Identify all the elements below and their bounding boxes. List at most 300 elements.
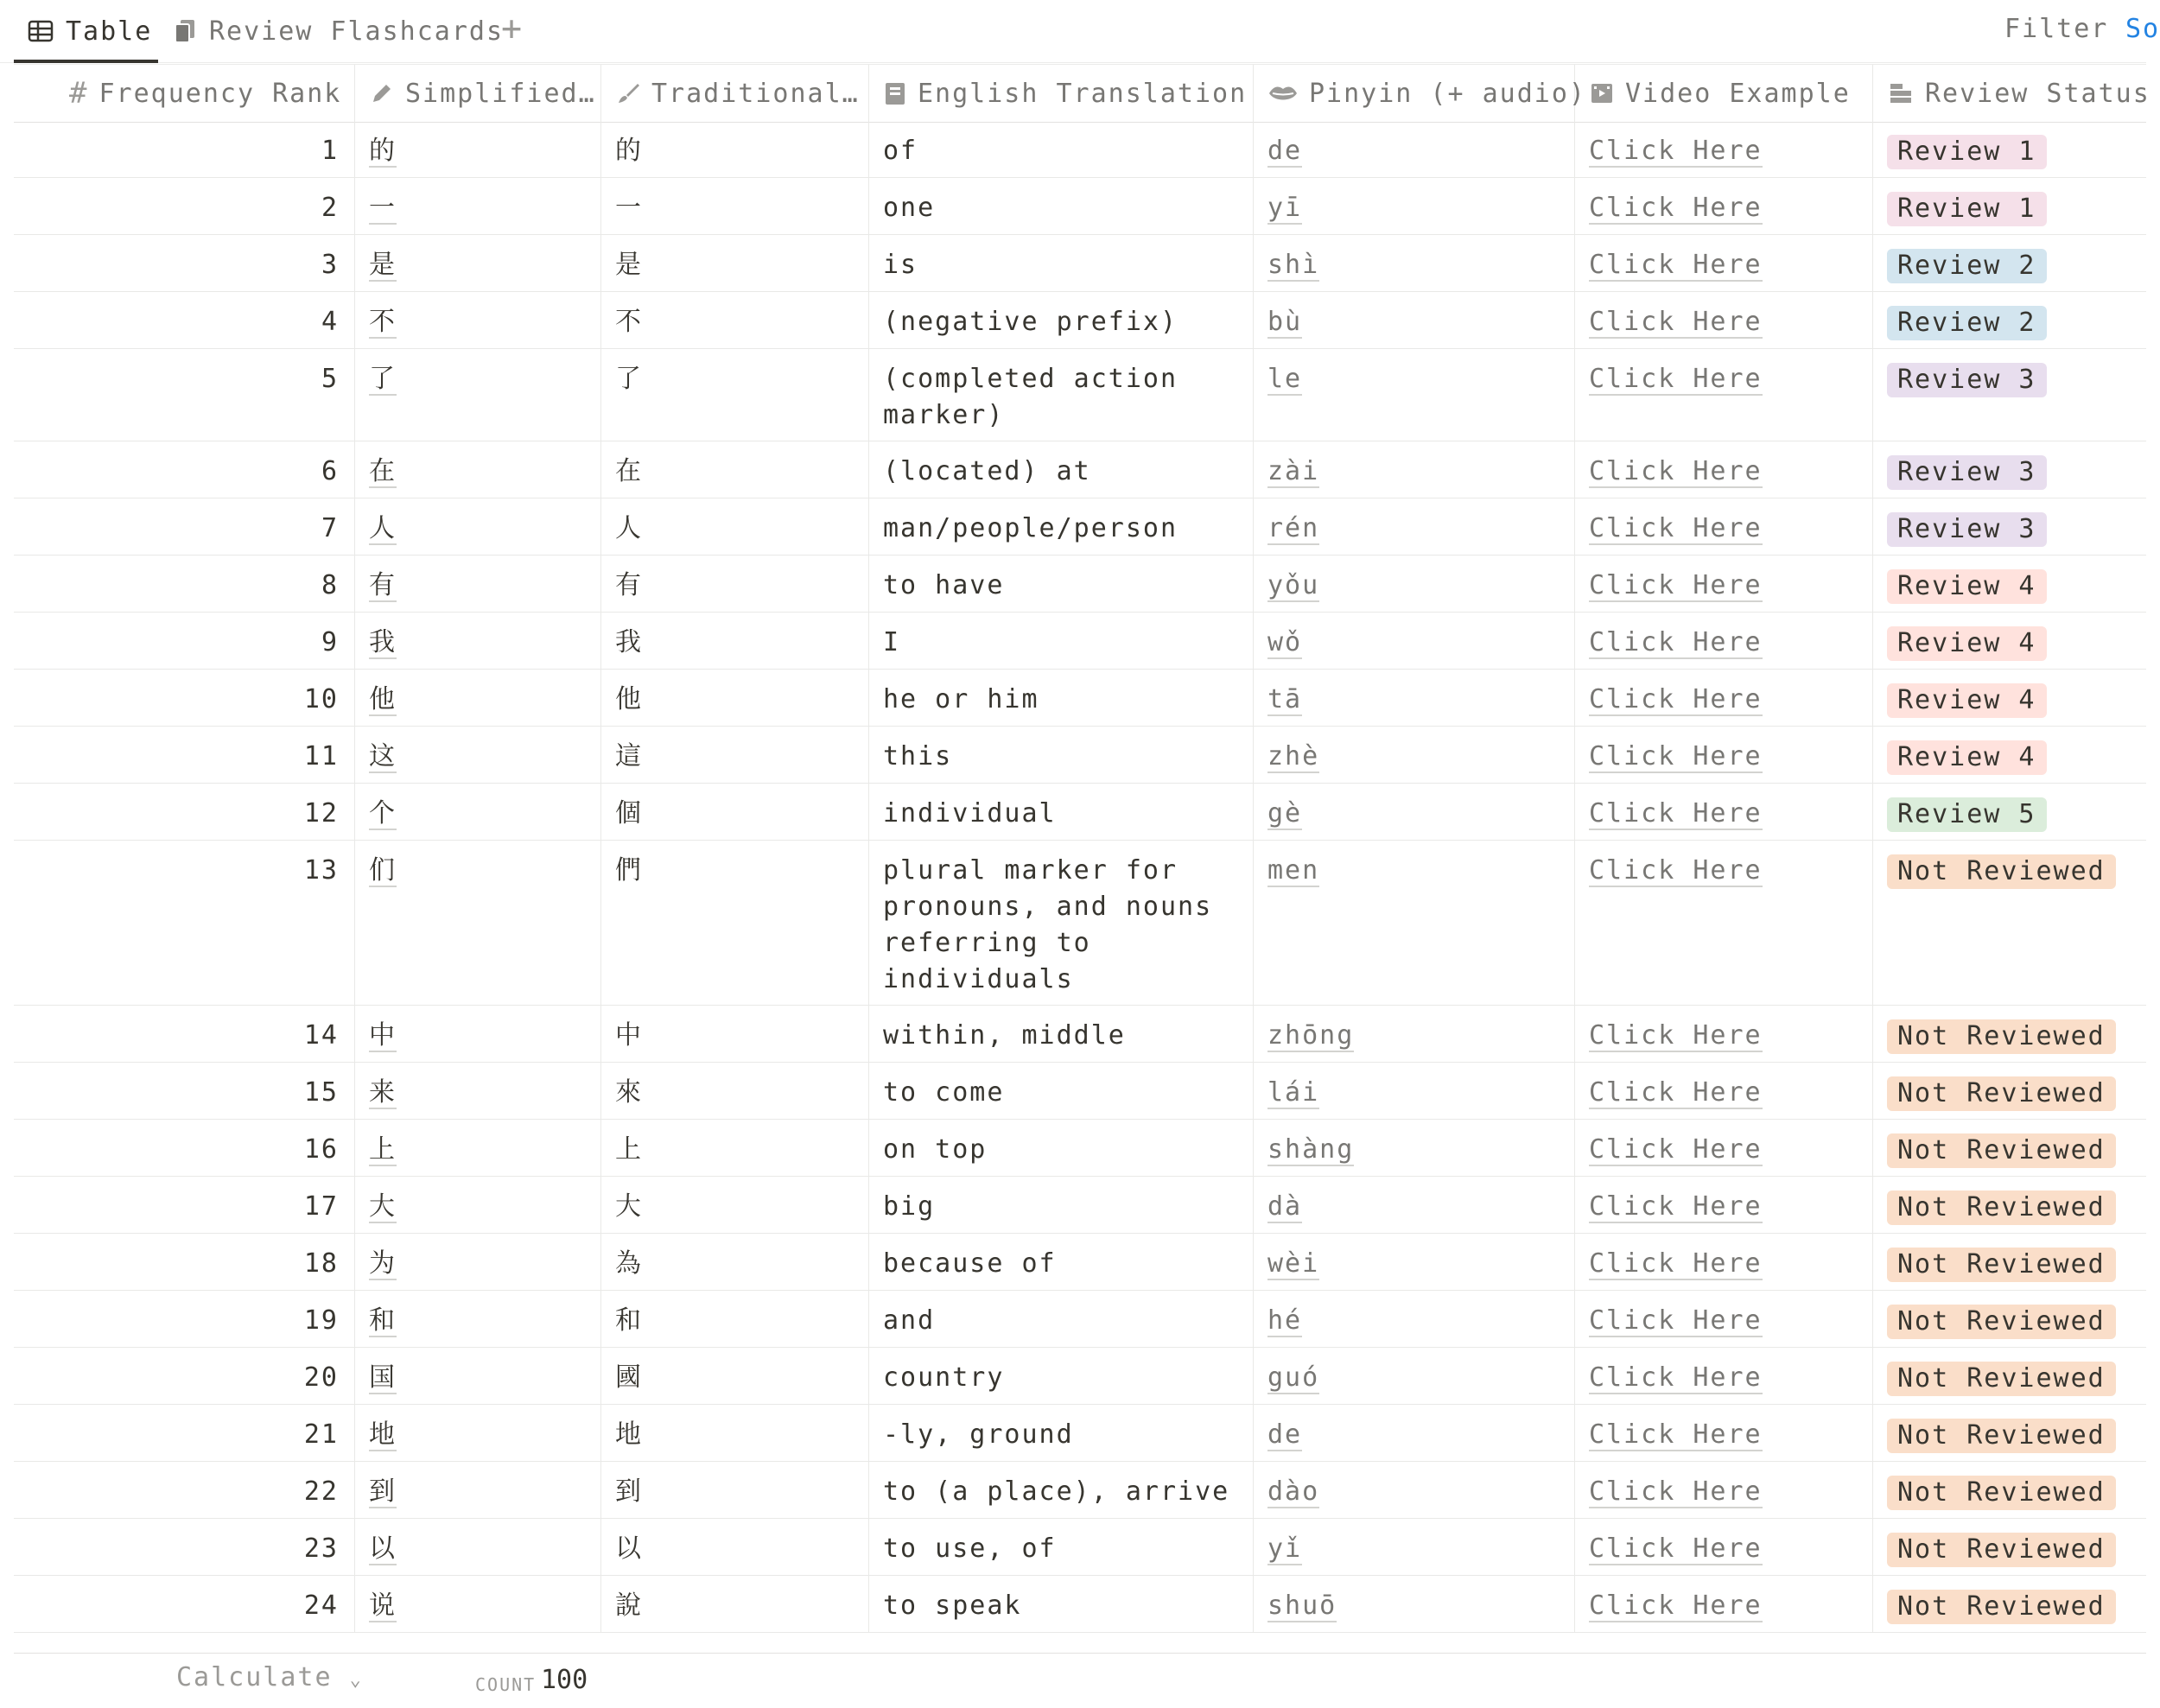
- status-badge: Not Reviewed: [1887, 1133, 2116, 1168]
- english-cell[interactable]: [869, 178, 1254, 234]
- english-cell[interactable]: [869, 670, 1254, 726]
- pinyin-cell[interactable]: [1254, 1405, 1575, 1461]
- english-cell[interactable]: [869, 1120, 1254, 1176]
- english-cell[interactable]: [869, 727, 1254, 783]
- column-header-pinyin[interactable]: [1254, 65, 1586, 122]
- pinyin-cell[interactable]: [1254, 178, 1575, 234]
- traditional-text: 一: [615, 193, 643, 223]
- pinyin-audio-link[interactable]: wǒ: [1267, 627, 1303, 657]
- table-row[interactable]: [14, 841, 2146, 1006]
- frequency-rank-text: 16: [303, 1134, 339, 1165]
- simplified-cell[interactable]: [355, 349, 601, 441]
- simplified-text: 上: [369, 1134, 397, 1165]
- review-status-cell[interactable]: [1873, 1405, 2146, 1461]
- english-text: and: [883, 1305, 936, 1336]
- traditional-cell[interactable]: [601, 841, 869, 1005]
- video-cell[interactable]: [1575, 1177, 1873, 1233]
- count-label: COUNT: [475, 1674, 537, 1695]
- english-cell[interactable]: [869, 1063, 1254, 1119]
- video-cell[interactable]: [1575, 1063, 1873, 1119]
- review-status-cell[interactable]: [1873, 1063, 2146, 1119]
- traditional-cell[interactable]: [601, 613, 869, 669]
- frequency-rank-cell[interactable]: [14, 1006, 355, 1062]
- video-cell[interactable]: [1575, 1462, 1873, 1518]
- pinyin-audio-link[interactable]: men: [1267, 855, 1320, 886]
- pinyin-cell[interactable]: [1254, 349, 1575, 441]
- video-link[interactable]: Click Here: [1589, 1591, 1763, 1621]
- pinyin-audio-link[interactable]: guó: [1267, 1362, 1320, 1393]
- status-badge: Not Reviewed: [1887, 1191, 2116, 1225]
- calculate-button[interactable]: [176, 1662, 363, 1692]
- pinyin-audio-link[interactable]: zài: [1267, 456, 1320, 486]
- frequency-rank-cell[interactable]: [14, 1063, 355, 1119]
- video-cell[interactable]: [1575, 1519, 1873, 1575]
- pinyin-audio-link[interactable]: rén: [1267, 513, 1320, 543]
- video-cell[interactable]: [1575, 1234, 1873, 1290]
- video-link[interactable]: Click Here: [1589, 364, 1763, 394]
- pinyin-cell[interactable]: [1254, 1462, 1575, 1518]
- video-cell[interactable]: [1575, 670, 1873, 726]
- simplified-cell[interactable]: [355, 1576, 601, 1632]
- traditional-cell[interactable]: [601, 121, 869, 177]
- traditional-text: 地: [615, 1419, 643, 1450]
- review-status-cell[interactable]: [1873, 121, 2146, 177]
- english-cell[interactable]: [869, 121, 1254, 177]
- simplified-cell[interactable]: [355, 1063, 601, 1119]
- traditional-text: 人: [615, 513, 643, 543]
- traditional-cell[interactable]: [601, 1006, 869, 1062]
- video-link[interactable]: Click Here: [1589, 1191, 1763, 1222]
- frequency-rank-cell[interactable]: [14, 556, 355, 612]
- frequency-rank-cell[interactable]: [14, 235, 355, 291]
- traditional-cell[interactable]: [601, 1348, 869, 1404]
- review-status-cell[interactable]: [1873, 1519, 2146, 1575]
- video-cell[interactable]: [1575, 292, 1873, 348]
- traditional-text: 和: [615, 1305, 643, 1336]
- table-row[interactable]: [14, 1177, 2146, 1234]
- video-link[interactable]: Click Here: [1589, 798, 1763, 829]
- video-link[interactable]: Click Here: [1589, 684, 1763, 714]
- video-cell[interactable]: [1575, 235, 1873, 291]
- traditional-cell[interactable]: [601, 349, 869, 441]
- frequency-rank-cell[interactable]: [14, 1177, 355, 1233]
- pinyin-cell[interactable]: [1254, 613, 1575, 669]
- simplified-text: 是: [369, 250, 397, 280]
- traditional-cell[interactable]: [601, 1462, 869, 1518]
- pinyin-audio-link[interactable]: shàng: [1267, 1134, 1355, 1165]
- simplified-cell[interactable]: [355, 1291, 601, 1347]
- frequency-rank-cell[interactable]: [14, 1120, 355, 1176]
- pinyin-cell[interactable]: [1254, 292, 1575, 348]
- traditional-text: 在: [615, 456, 643, 486]
- traditional-text: 中: [615, 1020, 643, 1051]
- table-row[interactable]: [14, 784, 2146, 841]
- pinyin-cell[interactable]: [1254, 727, 1575, 783]
- pinyin-cell[interactable]: [1254, 121, 1575, 177]
- pinyin-cell[interactable]: [1254, 556, 1575, 612]
- simplified-cell[interactable]: [355, 235, 601, 291]
- frequency-rank-cell[interactable]: [14, 1405, 355, 1461]
- english-cell[interactable]: [869, 1006, 1254, 1062]
- review-status-cell[interactable]: [1873, 441, 2146, 498]
- video-cell[interactable]: [1575, 121, 1873, 177]
- pinyin-audio-link[interactable]: tā: [1267, 684, 1303, 714]
- pinyin-audio-link[interactable]: dà: [1267, 1191, 1303, 1222]
- english-cell[interactable]: [869, 498, 1254, 555]
- count-value: 100: [541, 1665, 588, 1695]
- table-row[interactable]: [14, 556, 2146, 613]
- simplified-cell[interactable]: [355, 1462, 601, 1518]
- pinyin-cell[interactable]: [1254, 1519, 1575, 1575]
- english-cell[interactable]: [869, 1519, 1254, 1575]
- video-link[interactable]: Click Here: [1589, 307, 1763, 337]
- video-link[interactable]: Click Here: [1589, 1419, 1763, 1450]
- pinyin-audio-link[interactable]: zhōng: [1267, 1020, 1355, 1051]
- pinyin-audio-link[interactable]: le: [1267, 364, 1303, 394]
- frequency-rank-text: 5: [321, 364, 339, 394]
- traditional-cell[interactable]: [601, 556, 869, 612]
- frequency-rank-cell[interactable]: [14, 1348, 355, 1404]
- review-status-cell[interactable]: [1873, 349, 2146, 441]
- video-cell[interactable]: [1575, 1006, 1873, 1062]
- pinyin-cell[interactable]: [1254, 498, 1575, 555]
- frequency-rank-cell[interactable]: [14, 841, 355, 1005]
- english-cell[interactable]: [869, 1462, 1254, 1518]
- video-link[interactable]: Click Here: [1589, 570, 1763, 600]
- simplified-cell[interactable]: [355, 841, 601, 1005]
- frequency-rank-cell[interactable]: [14, 1462, 355, 1518]
- simplified-cell[interactable]: [355, 1348, 601, 1404]
- table-row[interactable]: [14, 292, 2146, 349]
- sort-button[interactable]: So: [2125, 14, 2160, 44]
- traditional-cell[interactable]: [601, 670, 869, 726]
- column-header-frequency-rank[interactable]: [14, 65, 355, 122]
- english-cell[interactable]: [869, 784, 1254, 840]
- video-cell[interactable]: [1575, 1405, 1873, 1461]
- table-body: [14, 121, 2146, 1653]
- table-row[interactable]: [14, 1063, 2146, 1120]
- review-status-cell[interactable]: [1873, 1120, 2146, 1176]
- video-link[interactable]: Click Here: [1589, 627, 1763, 657]
- table-row[interactable]: [14, 670, 2146, 727]
- pinyin-audio-link[interactable]: de: [1267, 1419, 1303, 1450]
- traditional-cell[interactable]: [601, 727, 869, 783]
- video-link[interactable]: Click Here: [1589, 855, 1763, 886]
- simplified-cell[interactable]: [355, 1405, 601, 1461]
- video-link[interactable]: Click Here: [1589, 136, 1763, 166]
- pinyin-cell[interactable]: [1254, 235, 1575, 291]
- review-status-cell[interactable]: [1873, 556, 2146, 612]
- pinyin-cell[interactable]: [1254, 670, 1575, 726]
- simplified-cell[interactable]: [355, 1234, 601, 1290]
- english-text: country: [883, 1362, 1005, 1393]
- traditional-cell[interactable]: [601, 784, 869, 840]
- column-header-video-example[interactable]: [1575, 65, 1873, 122]
- traditional-cell[interactable]: [601, 1519, 869, 1575]
- add-view-button[interactable]: [501, 9, 522, 48]
- video-cell[interactable]: [1575, 1291, 1873, 1347]
- traditional-cell[interactable]: [601, 235, 869, 291]
- frequency-rank-cell[interactable]: [14, 670, 355, 726]
- traditional-cell[interactable]: [601, 178, 869, 234]
- english-cell[interactable]: [869, 349, 1254, 441]
- video-cell[interactable]: [1575, 349, 1873, 441]
- english-cell[interactable]: [869, 441, 1254, 498]
- video-cell[interactable]: [1575, 498, 1873, 555]
- review-status-cell[interactable]: [1873, 670, 2146, 726]
- review-status-cell[interactable]: [1873, 498, 2146, 555]
- pinyin-audio-link[interactable]: lái: [1267, 1077, 1320, 1108]
- status-badge: Review 4: [1887, 683, 2047, 718]
- video-link[interactable]: Click Here: [1589, 1077, 1763, 1108]
- english-cell[interactable]: [869, 1177, 1254, 1233]
- video-cell[interactable]: [1575, 1576, 1873, 1632]
- pinyin-audio-link[interactable]: hé: [1267, 1305, 1303, 1336]
- traditional-cell[interactable]: [601, 441, 869, 498]
- frequency-rank-text: 1: [321, 136, 339, 166]
- review-status-cell[interactable]: [1873, 1348, 2146, 1404]
- frequency-rank-cell[interactable]: [14, 784, 355, 840]
- pinyin-cell[interactable]: [1254, 1576, 1575, 1632]
- video-link[interactable]: Click Here: [1589, 1248, 1763, 1279]
- simplified-cell[interactable]: [355, 121, 601, 177]
- pinyin-cell[interactable]: [1254, 841, 1575, 1005]
- video-cell[interactable]: [1575, 556, 1873, 612]
- table-row[interactable]: [14, 1462, 2146, 1519]
- status-badge: Not Reviewed: [1887, 1476, 2116, 1510]
- column-header-label: Traditional…: [651, 78, 860, 109]
- english-cell[interactable]: [869, 1291, 1254, 1347]
- english-text: within, middle: [883, 1020, 1126, 1051]
- english-text: (negative prefix): [883, 307, 1178, 337]
- review-status-cell[interactable]: [1873, 1576, 2146, 1632]
- simplified-cell[interactable]: [355, 1120, 601, 1176]
- table-row[interactable]: [14, 1405, 2146, 1462]
- english-cell[interactable]: [869, 613, 1254, 669]
- simplified-cell[interactable]: [355, 727, 601, 783]
- english-text: is: [883, 250, 918, 280]
- english-text: to (a place), arrive: [883, 1476, 1230, 1507]
- table-row[interactable]: [14, 121, 2146, 178]
- english-cell[interactable]: [869, 1348, 1254, 1404]
- english-cell[interactable]: [869, 235, 1254, 291]
- traditional-cell[interactable]: [601, 1576, 869, 1632]
- table-row[interactable]: [14, 349, 2146, 441]
- tab-review-flashcards[interactable]: [173, 0, 504, 62]
- video-link[interactable]: Click Here: [1589, 456, 1763, 486]
- video-cell[interactable]: [1575, 1348, 1873, 1404]
- pinyin-cell[interactable]: [1254, 1006, 1575, 1062]
- simplified-cell[interactable]: [355, 1519, 601, 1575]
- column-header-label: English Translation: [918, 78, 1248, 109]
- traditional-text: 這: [615, 741, 643, 771]
- review-status-cell[interactable]: [1873, 727, 2146, 783]
- column-header-label: Frequency Rank: [98, 78, 342, 109]
- tab-table[interactable]: [28, 0, 152, 62]
- table-row[interactable]: [14, 178, 2146, 235]
- english-text: big: [883, 1191, 936, 1222]
- frequency-rank-cell[interactable]: [14, 498, 355, 555]
- frequency-rank-text: 21: [303, 1419, 339, 1450]
- video-cell[interactable]: [1575, 1120, 1873, 1176]
- frequency-rank-cell[interactable]: [14, 1291, 355, 1347]
- pinyin-cell[interactable]: [1254, 1348, 1575, 1404]
- frequency-rank-cell[interactable]: [14, 178, 355, 234]
- table-row[interactable]: [14, 1519, 2146, 1576]
- pinyin-cell[interactable]: [1254, 1177, 1575, 1233]
- frequency-rank-cell[interactable]: [14, 441, 355, 498]
- simplified-text: 为: [369, 1248, 397, 1279]
- table-row[interactable]: [14, 1576, 2146, 1633]
- traditional-cell[interactable]: [601, 292, 869, 348]
- table-header: [14, 64, 2150, 123]
- video-link[interactable]: Click Here: [1589, 1362, 1763, 1393]
- table-row[interactable]: [14, 1348, 2146, 1405]
- frequency-rank-text: 18: [303, 1248, 339, 1279]
- frequency-rank-text: 22: [303, 1476, 339, 1507]
- video-link[interactable]: Click Here: [1589, 513, 1763, 543]
- pinyin-cell[interactable]: [1254, 1234, 1575, 1290]
- status-badge: Review 3: [1887, 512, 2047, 547]
- simplified-cell[interactable]: [355, 670, 601, 726]
- simplified-cell[interactable]: [355, 1006, 601, 1062]
- review-status-cell[interactable]: [1873, 841, 2146, 1005]
- simplified-cell[interactable]: [355, 292, 601, 348]
- filter-button[interactable]: Filter: [2004, 14, 2109, 44]
- simplified-cell[interactable]: [355, 441, 601, 498]
- review-status-cell[interactable]: [1873, 1006, 2146, 1062]
- column-header-review-status[interactable]: [1873, 65, 2150, 122]
- video-cell[interactable]: [1575, 841, 1873, 1005]
- table-row[interactable]: [14, 1120, 2146, 1177]
- video-link[interactable]: Click Here: [1589, 1533, 1763, 1564]
- review-status-cell[interactable]: [1873, 1462, 2146, 1518]
- pinyin-audio-link[interactable]: zhè: [1267, 741, 1320, 771]
- pinyin-audio-link[interactable]: de: [1267, 136, 1303, 166]
- traditional-text: 為: [615, 1248, 643, 1279]
- video-cell[interactable]: [1575, 784, 1873, 840]
- english-cell[interactable]: [869, 1234, 1254, 1290]
- video-cell[interactable]: [1575, 178, 1873, 234]
- simplified-cell[interactable]: [355, 613, 601, 669]
- english-cell[interactable]: [869, 841, 1254, 1005]
- english-cell[interactable]: [869, 1405, 1254, 1461]
- video-link[interactable]: Click Here: [1589, 1476, 1763, 1507]
- traditional-cell[interactable]: [601, 1234, 869, 1290]
- video-link[interactable]: Click Here: [1589, 741, 1763, 771]
- review-status-cell[interactable]: [1873, 1177, 2146, 1233]
- english-cell[interactable]: [869, 1576, 1254, 1632]
- frequency-rank-cell[interactable]: [14, 1519, 355, 1575]
- table-row[interactable]: [14, 498, 2146, 556]
- table-icon: [28, 20, 54, 42]
- column-header-simplified[interactable]: [355, 65, 601, 122]
- table-row[interactable]: [14, 1234, 2146, 1291]
- traditional-text: 國: [615, 1362, 643, 1393]
- traditional-text: 個: [615, 798, 643, 829]
- review-status-cell[interactable]: [1873, 292, 2146, 348]
- column-header-traditional[interactable]: [601, 65, 869, 122]
- pinyin-cell[interactable]: [1254, 1291, 1575, 1347]
- video-cell[interactable]: [1575, 441, 1873, 498]
- pinyin-cell[interactable]: [1254, 784, 1575, 840]
- english-cell[interactable]: [869, 292, 1254, 348]
- frequency-rank-text: 3: [321, 250, 339, 280]
- review-status-cell[interactable]: [1873, 178, 2146, 234]
- video-link[interactable]: Click Here: [1589, 1134, 1763, 1165]
- traditional-cell[interactable]: [601, 1063, 869, 1119]
- pinyin-audio-link[interactable]: shì: [1267, 250, 1320, 280]
- film-icon: [1589, 80, 1615, 106]
- frequency-rank-text: 13: [303, 855, 339, 886]
- frequency-rank-cell[interactable]: [14, 349, 355, 441]
- video-cell[interactable]: [1575, 727, 1873, 783]
- pinyin-cell[interactable]: [1254, 1120, 1575, 1176]
- table-row[interactable]: [14, 441, 2146, 498]
- video-link[interactable]: Click Here: [1589, 1305, 1763, 1336]
- traditional-cell[interactable]: [601, 1291, 869, 1347]
- pinyin-audio-link[interactable]: gè: [1267, 798, 1303, 829]
- review-status-cell[interactable]: [1873, 1234, 2146, 1290]
- table-row[interactable]: [14, 1291, 2146, 1348]
- traditional-cell[interactable]: [601, 1177, 869, 1233]
- review-status-cell[interactable]: [1873, 235, 2146, 291]
- video-cell[interactable]: [1575, 613, 1873, 669]
- traditional-cell[interactable]: [601, 1120, 869, 1176]
- english-cell[interactable]: [869, 556, 1254, 612]
- pinyin-audio-link[interactable]: wèi: [1267, 1248, 1320, 1279]
- frequency-rank-cell[interactable]: [14, 292, 355, 348]
- simplified-cell[interactable]: [355, 784, 601, 840]
- pinyin-audio-link[interactable]: yǒu: [1267, 570, 1320, 600]
- traditional-cell[interactable]: [601, 1405, 869, 1461]
- frequency-rank-cell[interactable]: [14, 1234, 355, 1290]
- simplified-cell[interactable]: [355, 556, 601, 612]
- table-row[interactable]: [14, 235, 2146, 292]
- table-row[interactable]: [14, 1006, 2146, 1063]
- review-status-cell[interactable]: [1873, 1291, 2146, 1347]
- video-link[interactable]: Click Here: [1589, 1020, 1763, 1051]
- pinyin-audio-link[interactable]: bù: [1267, 307, 1303, 337]
- status-badge: Review 4: [1887, 740, 2047, 775]
- traditional-text: 是: [615, 250, 643, 280]
- pinyin-audio-link[interactable]: dào: [1267, 1476, 1320, 1507]
- english-text: individual: [883, 798, 1057, 829]
- review-status-cell[interactable]: [1873, 784, 2146, 840]
- simplified-cell[interactable]: [355, 498, 601, 555]
- video-link[interactable]: Click Here: [1589, 250, 1763, 280]
- frequency-rank-text: 4: [321, 307, 339, 337]
- simplified-cell[interactable]: [355, 1177, 601, 1233]
- frequency-rank-cell[interactable]: [14, 727, 355, 783]
- pinyin-cell[interactable]: [1254, 1063, 1575, 1119]
- pinyin-audio-link[interactable]: shuō: [1267, 1591, 1337, 1621]
- frequency-rank-cell[interactable]: [14, 1576, 355, 1632]
- review-status-cell[interactable]: [1873, 613, 2146, 669]
- column-header-english-translation[interactable]: [869, 65, 1254, 122]
- table-row[interactable]: [14, 727, 2146, 784]
- video-link[interactable]: Click Here: [1589, 193, 1763, 223]
- pinyin-audio-link[interactable]: yǐ: [1267, 1533, 1303, 1564]
- table-footer: [14, 1653, 2146, 1708]
- table-row[interactable]: [14, 613, 2146, 670]
- simplified-cell[interactable]: [355, 178, 601, 234]
- pinyin-cell[interactable]: [1254, 441, 1575, 498]
- traditional-cell[interactable]: [601, 498, 869, 555]
- frequency-rank-cell[interactable]: [14, 613, 355, 669]
- frequency-rank-cell[interactable]: [14, 121, 355, 177]
- pinyin-audio-link[interactable]: yī: [1267, 193, 1303, 223]
